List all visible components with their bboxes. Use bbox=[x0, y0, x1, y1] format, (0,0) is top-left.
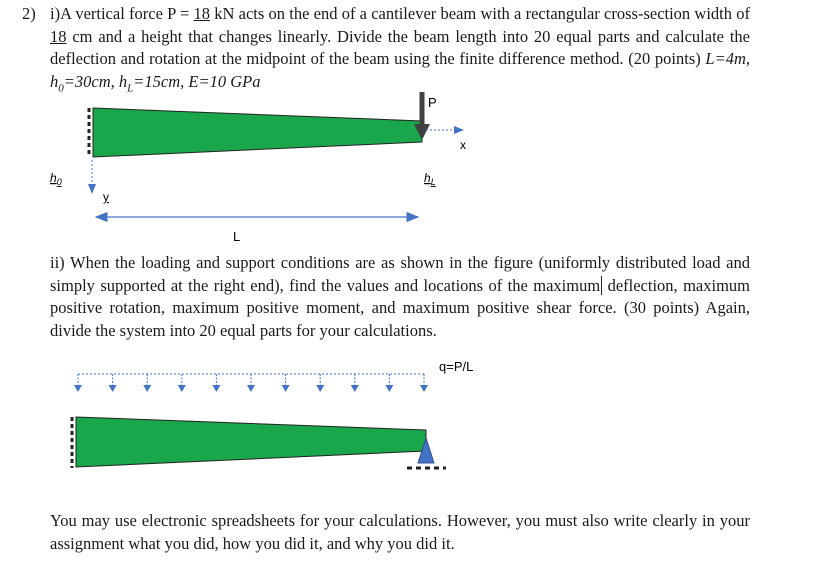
part1-text: i)A vertical force P = 18 kN acts on the end of a cantilever beam with a rectangular cross-section width of 18 cm and a height that changes linearly. Divide the beam length into 20 equal parts and calculate the deflection and rotation at the midpoint of the beam using the finite difference method. (20 points) L=4m, $h_0=30cm$, $h_L=15cm$, E=10 GPa bbox=[50, 4, 750, 94]
x-axis-label: x bbox=[460, 138, 466, 152]
load-arrow-head bbox=[143, 385, 151, 392]
load-arrow-head bbox=[420, 385, 428, 392]
beam-simply-supported bbox=[76, 417, 426, 467]
force-label: P bbox=[428, 95, 437, 110]
load-arrow-head bbox=[109, 385, 117, 392]
question-number: 2) bbox=[22, 4, 36, 23]
load-arrow-head bbox=[316, 385, 324, 392]
load-arrow-head bbox=[351, 385, 359, 392]
force-value: 18 bbox=[193, 4, 210, 23]
parameters: L=4m, $h_0=30cm$, $h_L=15cm$, E=10 GPa bbox=[50, 49, 750, 94]
y-axis-label: y bbox=[103, 190, 109, 204]
h0-label: $h_0$ bbox=[50, 171, 62, 187]
load-arrow-head bbox=[247, 385, 255, 392]
part2-text: ii) When the loading and support conditions are as shown in the figure (uniformly distributed load and simply supported at the right end), find the values and locations of the maximum deflection, maximum positive rotation, maximum positive moment, and maximum positive shear force. (30 points) Again, divide the system into 20 equal parts for your calculations. bbox=[50, 253, 750, 340]
load-arrow-head bbox=[74, 385, 82, 392]
width-value: 18 bbox=[50, 26, 67, 46]
load-arrow-head bbox=[178, 385, 186, 392]
distributed-load-label: q=P/L bbox=[439, 359, 474, 374]
load-arrow-head bbox=[212, 385, 220, 392]
length-label: L bbox=[233, 229, 241, 244]
distributed-load-arrows bbox=[74, 374, 428, 392]
note-text: You may use electronic spreadsheets for your calculations. However, you must also write clearly in your assignment what you did, how you did it, and why you did it. bbox=[50, 511, 750, 553]
load-arrow-head bbox=[282, 385, 290, 392]
load-arrow-head bbox=[385, 385, 393, 392]
hL-label: $h_L$ bbox=[424, 171, 436, 187]
